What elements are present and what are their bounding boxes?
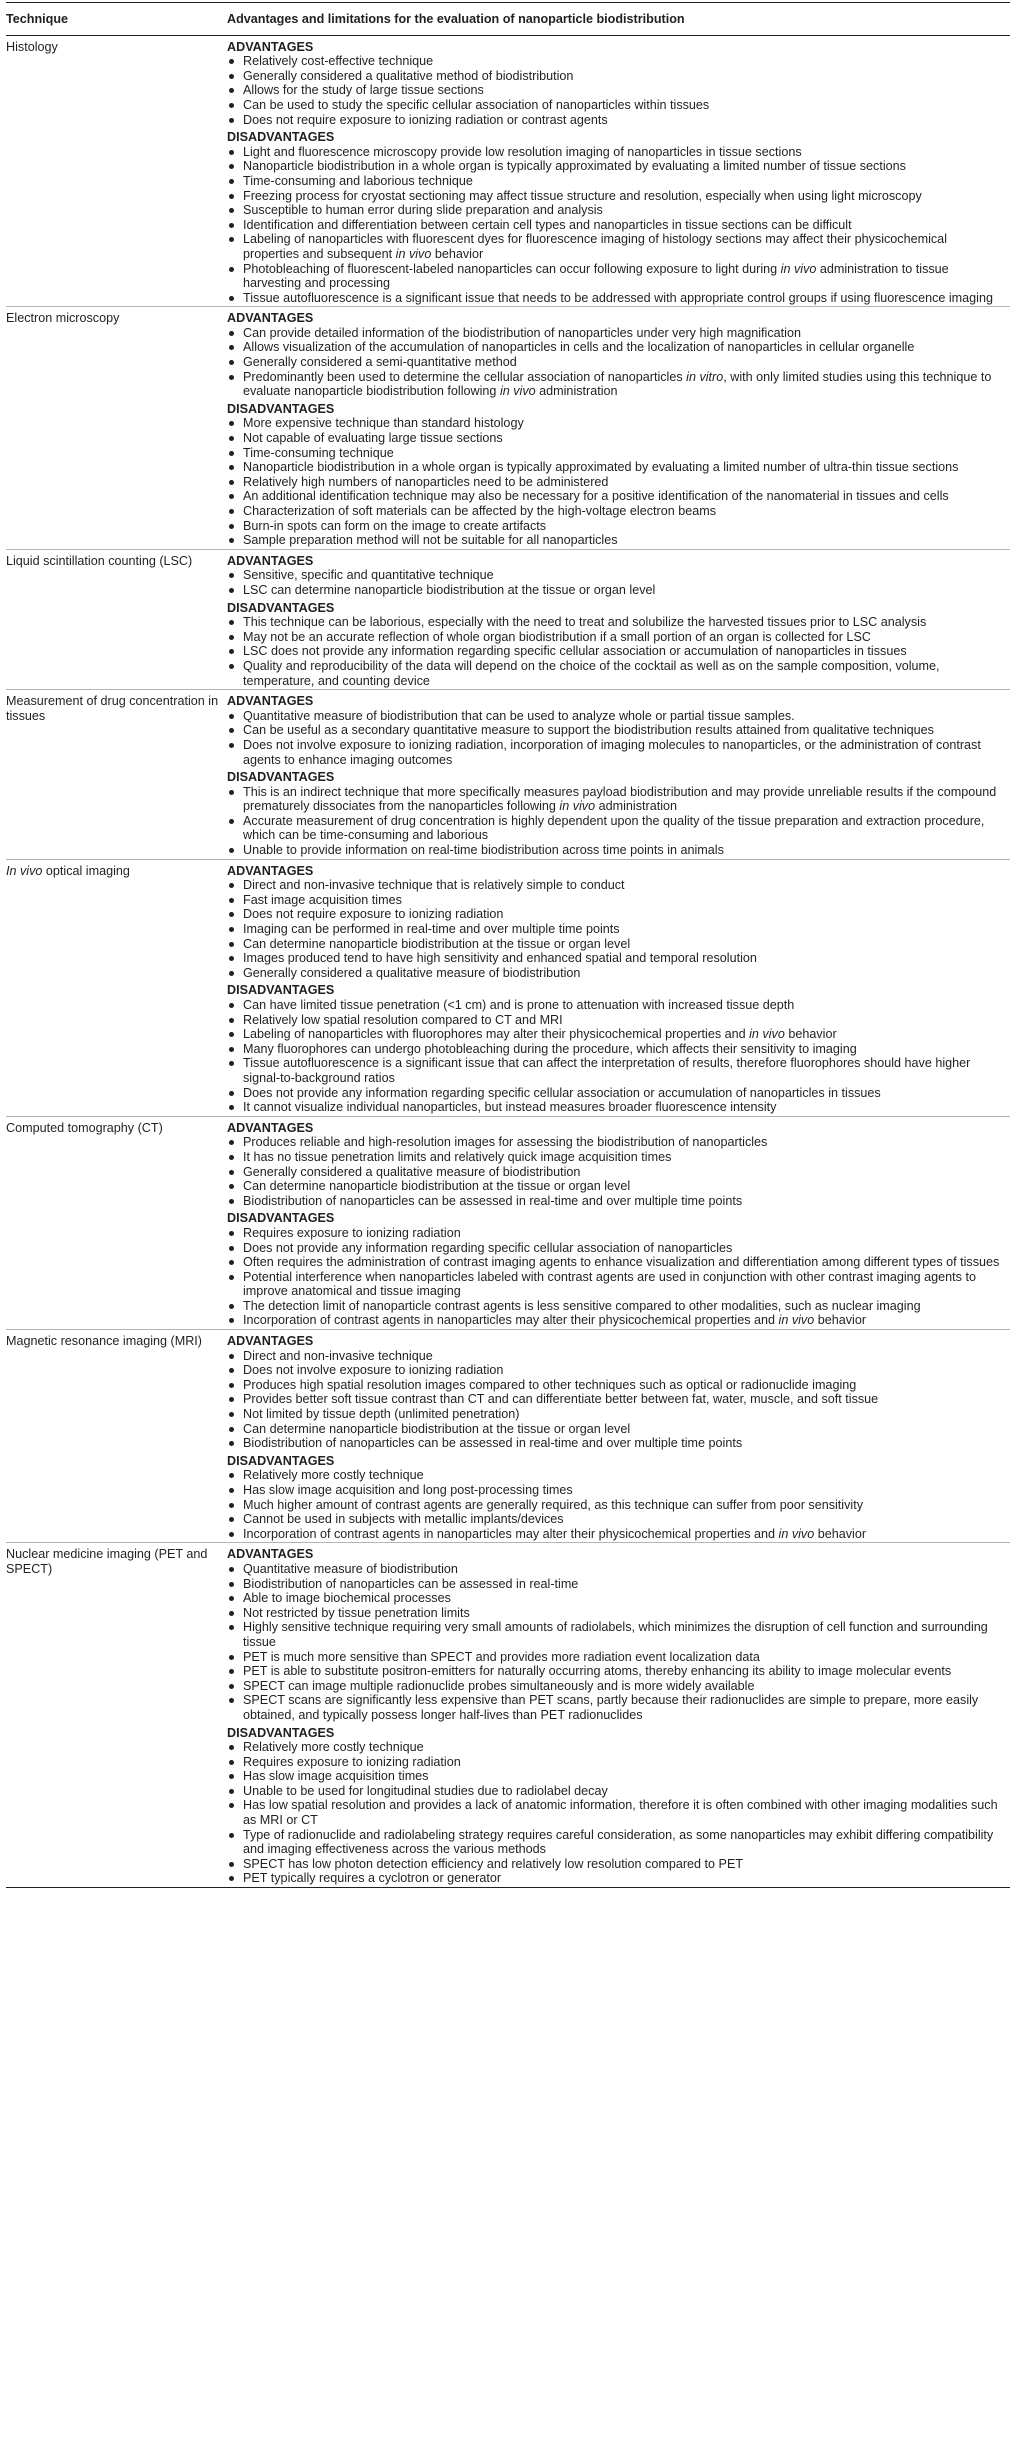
- advantages-heading: ADVANTAGES: [227, 863, 314, 878]
- advantages-list: [227, 1562, 1006, 1723]
- text-run: It cannot visualize individual nanoparticles, but instead measures broader fluorescence intensity: [243, 1100, 777, 1115]
- text-run: Direct and non-invasive technique: [243, 1348, 433, 1363]
- disadvantages-heading: DISADVANTAGES: [227, 600, 335, 615]
- list-item: [227, 1740, 1006, 1755]
- list-item: [227, 1755, 1006, 1770]
- table-header: [6, 3, 1010, 36]
- list-item: [227, 659, 1006, 688]
- list-item: [227, 519, 1006, 534]
- text-run: , with only limited studies using this technique to evaluate nanoparticle biodistribution following: [243, 369, 992, 399]
- technique-row-histology: [6, 35, 1010, 307]
- list-item: [227, 1042, 1006, 1057]
- text-run: optical imaging: [42, 863, 130, 878]
- text-run: Nanoparticle biodistribution in a whole organ is typically approximated by evaluating a limited number of tissue sections: [243, 159, 906, 174]
- text-run: Unable to be used for longitudinal studies due to radiolabel decay: [243, 1783, 608, 1798]
- technique-row-in-vivo-optical-imaging: [6, 859, 1010, 1116]
- list-item: [227, 1828, 1006, 1857]
- text-run: Unable to provide information on real-time biodistribution across time points in animals: [243, 843, 724, 858]
- text-run: Quality and reproducibility of the data will depend on the choice of the cocktail as well as on the sample composition, volume, temperature, and counting device: [243, 658, 940, 688]
- disadvantages-list: [227, 1468, 1006, 1541]
- text-run: Sensitive, specific and quantitative technique: [243, 568, 494, 583]
- text-run: Burn-in spots can form on the image to create artifacts: [243, 518, 547, 533]
- advantages-heading: ADVANTAGES: [227, 39, 314, 54]
- text-run: Highly sensitive technique requiring very small amounts of radiolabels, which minimizes the disruption of cell function and surrounding tissue: [243, 1620, 988, 1649]
- advantages-list: [227, 568, 1006, 597]
- text-run: SPECT can image multiple radionuclide probes simultaneously and is more widely available: [243, 1678, 755, 1693]
- biodistribution-techniques-table: [6, 2, 1010, 1888]
- list-item: [227, 1606, 1006, 1621]
- text-run: Can have limited tissue penetration (<1 cm) and is prone to attenuation with increased tissue depth: [243, 998, 795, 1012]
- text-run: Does not provide any information regarding specific cellular association of nanoparticles: [243, 1240, 733, 1255]
- text-run: May not be an accurate reflection of whole organ biodistribution if a small portion of an organ is collected for LSC: [243, 629, 871, 644]
- text-run: Biodistribution of nanoparticles can be assessed in real-time: [243, 1576, 579, 1591]
- disadvantages-heading: DISADVANTAGES: [227, 770, 335, 785]
- technique-name: [6, 1543, 227, 1888]
- technique-row-electron-microscopy: [6, 307, 1010, 550]
- list-item: [227, 475, 1006, 490]
- advantages-limitations-cell: [227, 1330, 1010, 1543]
- list-item: [227, 1313, 1006, 1328]
- advantages-limitations-cell: [227, 549, 1010, 689]
- text-run: Time-consuming and laborious technique: [243, 173, 473, 188]
- text-run: Can determine nanoparticle biodistribution at the tissue or organ level: [243, 1179, 631, 1194]
- text-run: Identification and differentiation between certain cell types and nanoparticles in tissue sections can be difficult: [243, 217, 852, 232]
- text-run: This is an indirect technique that more specifically measures payload biodistribution and may provide unreliable results if the compound prematurely dissociates from the nanoparticles following: [243, 784, 997, 814]
- advantages-heading: ADVANTAGES: [227, 1120, 314, 1135]
- list-item: [227, 1512, 1006, 1527]
- list-item: [227, 1650, 1006, 1665]
- text-run: Images produced tend to have high sensitivity and enhanced spatial and temporal resolution: [243, 951, 757, 966]
- text-run: Sample preparation method will not be suitable for all nanoparticles: [243, 533, 618, 548]
- text-run: Does not involve exposure to ionizing radiation, incorporation of imaging molecules to nanoparticles, or the administration of contrast agents to enhance imaging outcomes: [243, 737, 981, 767]
- list-item: [227, 83, 1006, 98]
- advantages-heading: ADVANTAGES: [227, 1334, 314, 1349]
- list-item: [227, 1255, 1006, 1270]
- advantages-heading: ADVANTAGES: [227, 553, 314, 568]
- advantages-limitations-cell: [227, 690, 1010, 860]
- text-run: Allows visualization of the accumulation of nanoparticles in cells and the localization of nanoparticles in cellular organelle: [243, 340, 915, 355]
- technique-name: [6, 549, 227, 689]
- disadvantages-heading: DISADVANTAGES: [227, 401, 335, 416]
- text-run: Liquid scintillation counting (LSC): [6, 553, 193, 568]
- text-run: Incorporation of contrast agents in nanoparticles may alter their physicochemical properties and: [243, 1526, 779, 1541]
- italic-term: in vivo: [780, 261, 817, 276]
- advantages-limitations-cell: [227, 35, 1010, 307]
- list-item: [227, 998, 1006, 1013]
- text-run: Tissue autofluorescence is a significant issue that needs to be addressed with appropriate control groups if using fluorescence imaging: [243, 290, 993, 305]
- text-run: Computed tomography (CT): [6, 1120, 163, 1135]
- text-run: SPECT scans are significantly less expensive than PET scans, partly because their radionuclides are simple to prepare, more easily obtained, and typically possess longer half-lives than PET radionuclides: [243, 1693, 979, 1722]
- list-item: [227, 1086, 1006, 1101]
- text-run: Generally considered a qualitative method of biodistribution: [243, 68, 574, 83]
- header-row: [6, 3, 1010, 36]
- list-item: [227, 218, 1006, 233]
- list-item: [227, 1527, 1006, 1542]
- technique-name: [6, 859, 227, 1116]
- text-run: Does not provide any information regarding specific cellular association or accumulation of nanoparticles in tissues: [243, 1085, 881, 1100]
- text-run: Quantitative measure of biodistribution: [243, 1561, 458, 1576]
- list-item: [227, 709, 1006, 724]
- technique-row-nuclear-medicine-imaging-pet-and-spect: [6, 1543, 1010, 1888]
- text-run: Can determine nanoparticle biodistribution at the tissue or organ level: [243, 936, 631, 951]
- list-item: [227, 189, 1006, 204]
- advantages-list: [227, 54, 1006, 127]
- advantages-limitations-cell: [227, 307, 1010, 550]
- text-run: Requires exposure to ionizing radiation: [243, 1225, 461, 1240]
- technique-name: [6, 1330, 227, 1543]
- list-item: [227, 69, 1006, 84]
- advantages-list: [227, 1349, 1006, 1451]
- text-run: Nuclear medicine imaging (PET and SPECT): [6, 1547, 208, 1576]
- list-item: [227, 1056, 1006, 1085]
- technique-name: [6, 307, 227, 550]
- list-item: [227, 1407, 1006, 1422]
- list-item: [227, 893, 1006, 908]
- text-run: Does not require exposure to ionizing radiation: [243, 907, 504, 922]
- text-run: Fast image acquisition times: [243, 892, 402, 907]
- text-run: Susceptible to human error during slide preparation and analysis: [243, 203, 603, 218]
- list-item: [227, 1483, 1006, 1498]
- list-item: [227, 1194, 1006, 1209]
- list-item: [227, 54, 1006, 69]
- text-run: Much higher amount of contrast agents are generally required, as this technique can suffer from poor sensitivity: [243, 1497, 863, 1512]
- text-run: PET is able to substitute positron-emitters for naturally occurring atoms, thereby enhancing its ability to image molecular events: [243, 1664, 952, 1679]
- text-run: Incorporation of contrast agents in nanoparticles may alter their physicochemical properties and: [243, 1313, 779, 1328]
- advantages-limitations-cell: [227, 859, 1010, 1116]
- text-run: LSC can determine nanoparticle biodistribution at the tissue or organ level: [243, 582, 656, 597]
- advantages-list: [227, 1135, 1006, 1208]
- text-run: Relatively more costly technique: [243, 1468, 424, 1483]
- list-item: [227, 1299, 1006, 1314]
- technique-name: [6, 690, 227, 860]
- text-run: Time-consuming technique: [243, 445, 394, 460]
- technique-row-liquid-scintillation-counting-lsc: [6, 549, 1010, 689]
- list-item: [227, 1857, 1006, 1872]
- list-item: [227, 1871, 1006, 1886]
- technique-row-magnetic-resonance-imaging-mri: [6, 1330, 1010, 1543]
- text-run: Accurate measurement of drug concentration is highly dependent upon the quality of the tissue preparation and extraction procedure, which can be time-consuming and laborious: [243, 813, 985, 843]
- list-item: [227, 1468, 1006, 1483]
- disadvantages-heading: DISADVANTAGES: [227, 983, 335, 998]
- text-run: Tissue autofluorescence is a significant issue that can affect the interpretation of results, therefore fluorophores should have higher signal-to-background ratios: [243, 1056, 971, 1085]
- advantages-heading: ADVANTAGES: [227, 694, 314, 709]
- text-run: administration to tissue harvesting and processing: [243, 261, 949, 291]
- text-run: behavior: [431, 246, 484, 261]
- text-run: Quantitative measure of biodistribution that can be used to analyze whole or partial tissue samples.: [243, 708, 795, 723]
- text-run: Relatively low spatial resolution compared to CT and MRI: [243, 1012, 563, 1027]
- list-item: [227, 1577, 1006, 1592]
- text-run: Not limited by tissue depth (unlimited penetration): [243, 1407, 520, 1422]
- list-item: [227, 615, 1006, 630]
- disadvantages-heading: DISADVANTAGES: [227, 1453, 335, 1468]
- list-item: [227, 1769, 1006, 1784]
- list-item: [227, 1179, 1006, 1194]
- text-run: Can be used to study the specific cellular association of nanoparticles within tissues: [243, 97, 710, 112]
- text-run: Not capable of evaluating large tissue sections: [243, 431, 503, 446]
- text-run: Does not require exposure to ionizing radiation or contrast agents: [243, 112, 608, 127]
- text-run: Often requires the administration of contrast imaging agents to enhance visualization and differentiation among different types of tissues: [243, 1255, 1000, 1270]
- list-item: [227, 416, 1006, 431]
- list-item: [227, 951, 1006, 966]
- disadvantages-list: [227, 145, 1006, 306]
- list-item: [227, 98, 1006, 113]
- text-run: behavior: [814, 1313, 867, 1328]
- list-item: [227, 446, 1006, 461]
- text-run: Provides better soft tissue contrast than CT and can differentiate better between fat, water, muscle, and soft tissue: [243, 1392, 879, 1407]
- text-run: Relatively cost-effective technique: [243, 54, 434, 69]
- technique-row-computed-tomography-ct: [6, 1116, 1010, 1329]
- advantages-list: [227, 878, 1006, 980]
- text-run: SPECT has low photon detection efficiency and relatively low resolution compared to PET: [243, 1856, 744, 1871]
- disadvantages-heading: DISADVANTAGES: [227, 1211, 335, 1226]
- advantages-limitations-cell: [227, 1116, 1010, 1329]
- advantages-heading: ADVANTAGES: [227, 1547, 314, 1562]
- italic-term: in vivo: [395, 246, 432, 261]
- italic-term: in vivo: [778, 1526, 815, 1541]
- list-item: [227, 1784, 1006, 1799]
- text-run: Generally considered a qualitative measure of biodistribution: [243, 1164, 581, 1179]
- text-run: behavior: [784, 1027, 837, 1042]
- text-run: Does not involve exposure to ionizing radiation: [243, 1363, 504, 1378]
- list-item: [227, 966, 1006, 981]
- list-item: [227, 174, 1006, 189]
- text-run: Nanoparticle biodistribution in a whole organ is typically approximated by evaluating a limited number of ultra-thin tissue sections: [243, 460, 959, 475]
- text-run: Requires exposure to ionizing radiation: [243, 1754, 461, 1769]
- italic-term: in vitro: [686, 369, 724, 384]
- text-run: This technique can be laborious, especially with the need to treat and solubilize the harvested tissues prior to LSC analysis: [243, 615, 927, 630]
- list-item: [227, 568, 1006, 583]
- text-run: Can be useful as a secondary quantitative measure to support the biodistribution results attained from qualitative techniques: [243, 723, 934, 738]
- advantages-heading: ADVANTAGES: [227, 311, 314, 326]
- advantages-limitations-cell: [227, 1543, 1010, 1888]
- list-item: [227, 1270, 1006, 1299]
- list-item: [227, 489, 1006, 504]
- text-run: Produces high spatial resolution images compared to other techniques such as optical or radionuclide imaging: [243, 1377, 857, 1392]
- italic-term: In vivo: [6, 863, 43, 878]
- text-run: PET typically requires a cyclotron or generator: [243, 1871, 502, 1886]
- list-item: [227, 1798, 1006, 1827]
- header-technique: Technique: [6, 3, 227, 36]
- text-run: Many fluorophores can undergo photobleaching during the procedure, which affects their sensitivity to imaging: [243, 1041, 857, 1056]
- text-run: Can determine nanoparticle biodistribution at the tissue or organ level: [243, 1421, 631, 1436]
- disadvantages-heading: DISADVANTAGES: [227, 1725, 335, 1740]
- italic-term: in vivo: [778, 1313, 815, 1328]
- text-run: Has low spatial resolution and provides a lack of anatomic information, therefore it is often combined with other imaging modalities such as MRI or CT: [243, 1798, 998, 1828]
- list-item: [227, 907, 1006, 922]
- technique-row-measurement-of-drug-concentration-in-tissues: [6, 690, 1010, 860]
- list-item: [227, 922, 1006, 937]
- text-run: administration: [595, 799, 678, 814]
- list-item: [227, 1422, 1006, 1437]
- text-run: Generally considered a semi-quantitative method: [243, 355, 517, 370]
- list-item: [227, 630, 1006, 645]
- technique-name: [6, 35, 227, 307]
- list-item: [227, 1027, 1006, 1042]
- list-item: [227, 1436, 1006, 1451]
- list-item: [227, 1620, 1006, 1649]
- list-item: [227, 814, 1006, 843]
- text-run: Freezing process for cryostat sectioning may affect tissue structure and resolution, especially when using light microscopy: [243, 188, 922, 203]
- text-run: administration: [535, 384, 618, 399]
- text-run: Potential interference when nanoparticles labeled with contrast agents are used in conjunction with other contrast imaging agents to improve anatomical and tissue imaging: [243, 1269, 976, 1299]
- text-run: Biodistribution of nanoparticles can be assessed in real-time and over multiple time points: [243, 1193, 743, 1208]
- italic-term: in vivo: [499, 384, 536, 399]
- list-item: [227, 878, 1006, 893]
- text-run: Biodistribution of nanoparticles can be assessed in real-time and over multiple time points: [243, 1436, 743, 1451]
- disadvantages-heading: DISADVANTAGES: [227, 130, 335, 145]
- advantages-list: [227, 709, 1006, 767]
- italic-term: in vivo: [749, 1027, 785, 1042]
- advantages-list: [227, 326, 1006, 399]
- list-item: [227, 1013, 1006, 1028]
- disadvantages-list: [227, 416, 1006, 547]
- list-item: [227, 1135, 1006, 1150]
- disadvantages-list: [227, 998, 1006, 1115]
- text-run: Allows for the study of large tissue sections: [243, 83, 484, 98]
- list-item: [227, 843, 1006, 858]
- list-item: [227, 738, 1006, 767]
- text-run: Generally considered a qualitative measure of biodistribution: [243, 965, 581, 980]
- list-item: [227, 370, 1006, 399]
- list-item: [227, 1150, 1006, 1165]
- disadvantages-list: [227, 785, 1006, 858]
- list-item: [227, 723, 1006, 738]
- list-item: [227, 145, 1006, 160]
- list-item: [227, 1165, 1006, 1180]
- text-run: Has slow image acquisition and long post-processing times: [243, 1483, 573, 1497]
- technique-name: [6, 1116, 227, 1329]
- text-run: Photobleaching of fluorescent-labeled nanoparticles can occur following exposure to light during: [243, 261, 781, 276]
- text-run: Measurement of drug concentration in tissues: [6, 694, 219, 723]
- text-run: The detection limit of nanoparticle contrast agents is less sensitive compared to other modalities, such as nuclear imaging: [243, 1298, 921, 1313]
- text-run: Produces reliable and high-resolution images for assessing the biodistribution of nanoparticles: [243, 1135, 768, 1150]
- list-item: [227, 785, 1006, 814]
- list-item: [227, 504, 1006, 519]
- list-item: [227, 533, 1006, 548]
- list-item: [227, 1241, 1006, 1256]
- text-run: Electron microscopy: [6, 311, 120, 326]
- text-run: Predominantly been used to determine the cellular association of nanoparticles: [243, 369, 687, 384]
- header-advantages-limitations: Advantages and limitations for the evaluation of nanoparticle biodistribution: [227, 3, 1010, 36]
- list-item: [227, 937, 1006, 952]
- text-run: Type of radionuclide and radiolabeling strategy requires careful consideration, as some nanoparticles may exhibit differing compatibility and imaging effectiveness across the various methods: [243, 1827, 994, 1857]
- list-item: [227, 1664, 1006, 1679]
- text-run: Relatively high numbers of nanoparticles need to be administered: [243, 474, 609, 489]
- list-item: [227, 1363, 1006, 1378]
- text-run: Histology: [6, 39, 58, 54]
- list-item: [227, 1591, 1006, 1606]
- text-run: Imaging can be performed in real-time and over multiple time points: [243, 922, 620, 937]
- text-run: Labeling of nanoparticles with fluorescent dyes for fluorescence imaging of histology sections may affect their physicochemical properties and subsequent: [243, 232, 947, 261]
- text-run: Direct and non-invasive technique that is relatively simple to conduct: [243, 878, 625, 893]
- text-run: Labeling of nanoparticles with fluorophores may alter their physicochemical properties and: [243, 1027, 750, 1042]
- text-run: behavior: [814, 1526, 867, 1541]
- disadvantages-list: [227, 1226, 1006, 1328]
- text-run: Characterization of soft materials can be affected by the high-voltage electron beams: [243, 504, 716, 518]
- text-run: Able to image biochemical processes: [243, 1591, 451, 1606]
- list-item: [227, 1100, 1006, 1115]
- text-run: Has slow image acquisition times: [243, 1769, 429, 1784]
- list-item: [227, 203, 1006, 218]
- list-item: [227, 340, 1006, 355]
- list-item: [227, 113, 1006, 128]
- list-item: [227, 262, 1006, 291]
- text-run: PET is much more sensitive than SPECT and provides more radiation event localization data: [243, 1649, 760, 1664]
- text-run: Relatively more costly technique: [243, 1740, 424, 1755]
- text-run: LSC does not provide any information regarding specific cellular association or accumulation of nanoparticles in tissues: [243, 644, 907, 659]
- text-run: Magnetic resonance imaging (MRI): [6, 1334, 202, 1349]
- list-item: [227, 232, 1006, 261]
- list-item: [227, 291, 1006, 306]
- list-item: [227, 355, 1006, 370]
- list-item: [227, 460, 1006, 475]
- list-item: [227, 1392, 1006, 1407]
- disadvantages-list: [227, 615, 1006, 688]
- text-run: Cannot be used in subjects with metallic implants/devices: [243, 1512, 564, 1527]
- text-run: An additional identification technique may also be necessary for a positive identification of the nanomaterial in tissues and cells: [243, 489, 949, 504]
- text-run: It has no tissue penetration limits and relatively quick image acquisition times: [243, 1149, 672, 1164]
- list-item: [227, 1693, 1006, 1722]
- list-item: [227, 1498, 1006, 1513]
- list-item: [227, 431, 1006, 446]
- list-item: [227, 159, 1006, 174]
- list-item: [227, 326, 1006, 341]
- list-item: [227, 1562, 1006, 1577]
- disadvantages-list: [227, 1740, 1006, 1886]
- text-run: More expensive technique than standard histology: [243, 416, 524, 431]
- list-item: [227, 644, 1006, 659]
- table-body: [6, 35, 1010, 1887]
- list-item: [227, 583, 1006, 598]
- italic-term: in vivo: [559, 799, 596, 814]
- text-run: Not restricted by tissue penetration limits: [243, 1605, 470, 1620]
- text-run: Light and fluorescence microscopy provide low resolution imaging of nanoparticles in tissue sections: [243, 144, 802, 159]
- list-item: [227, 1349, 1006, 1364]
- list-item: [227, 1226, 1006, 1241]
- list-item: [227, 1679, 1006, 1694]
- list-item: [227, 1378, 1006, 1393]
- text-run: Can provide detailed information of the biodistribution of nanoparticles under very high magnification: [243, 325, 801, 340]
